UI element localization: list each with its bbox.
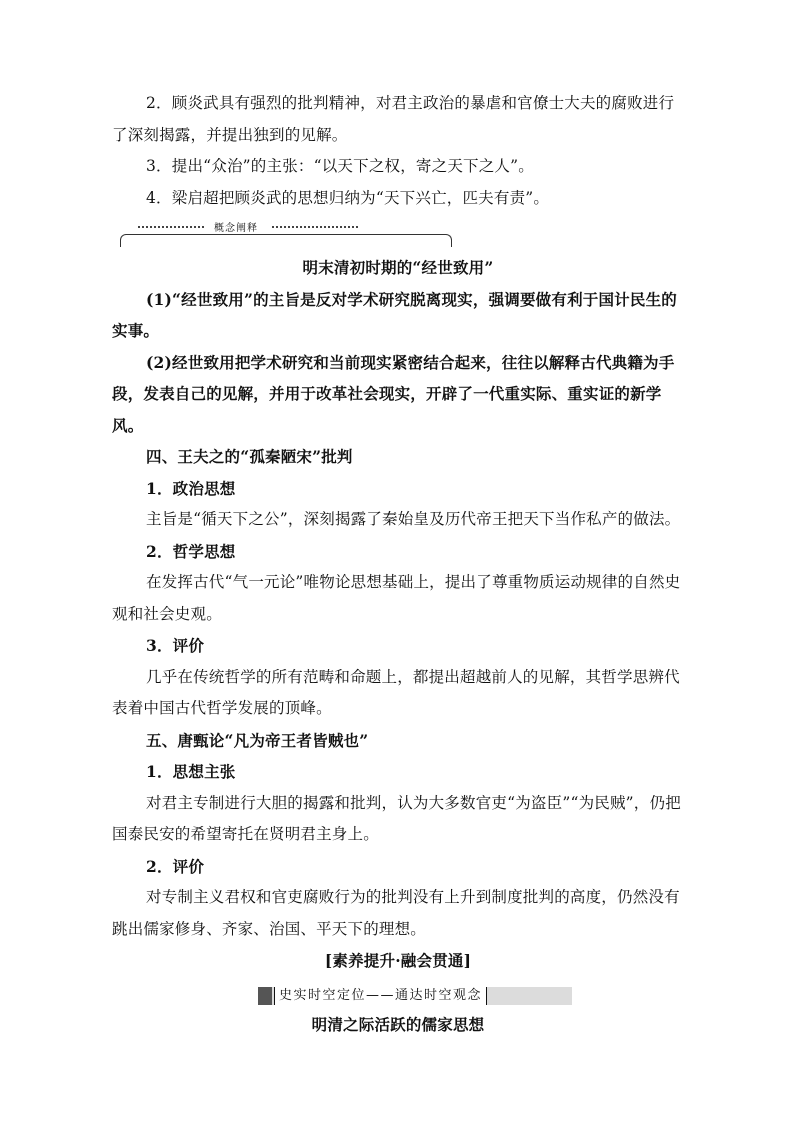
tang-heading: 五、唐甄论“凡为帝王者皆贼也” <box>146 730 369 750</box>
wang-s3-text: 几乎在传统哲学的所有范畴和命题上，都提出超越前人的见解，其哲学思辨代表着中国古代哲学发展的顶峰。 <box>112 667 680 717</box>
tang-s1-text: 对君主专制进行大胆的揭露和批判，认为大多数官吏“为盗臣”“为民贼”，仍把国泰民安的希望寄托在贤明君主身上。 <box>112 793 681 843</box>
concept-bar <box>112 220 684 244</box>
section-title: [素养提升·融会贯通] <box>324 951 472 970</box>
page-content <box>112 88 684 1040</box>
wang-s3-title: 3．评价 <box>146 636 205 655</box>
gu-point-3: 3．提出“众治”的主张：“以天下之权，寄之天下之人”。 <box>146 157 534 175</box>
concept-dots-right <box>272 226 358 229</box>
wang-s2-text: 在发挥古代“气一元论”唯物论思想基础上，提出了尊重物质运动规律的自然史观和社会史观。 <box>112 573 681 623</box>
tang-s2-title: 2．评价 <box>146 856 205 876</box>
gu-point-2: 2．顾炎武具有强烈的批判精神，对君主政治的暴虐和官僚士大夫的腐败进行了深刻揭露，并提出独到的见解。 <box>112 94 675 144</box>
wang-heading: 四、王夫之的“孤秦陋宋”批判 <box>146 447 353 466</box>
wang-s2-title: 2．哲学思想 <box>146 541 236 561</box>
wang-s1-title: 1．政治思想 <box>146 478 236 498</box>
concept-point-1: (1)“经世致用”的主旨是反对学术研究脱离现实，强调要做有利于国计民生的实事。 <box>112 289 677 340</box>
tang-s1-title: 1．思想主张 <box>146 762 236 781</box>
section-subtitle: 明清之际活跃的儒家思想 <box>311 1014 485 1034</box>
gu-point-4: 4．梁启超把顾炎武的思想归纳为“天下兴亡，匹夫有责”。 <box>146 188 550 207</box>
concept-label: 概念阐释 <box>210 219 262 234</box>
banner-square <box>258 987 272 1005</box>
concept-dots-left <box>138 226 204 229</box>
section-banner <box>258 987 572 1005</box>
concept-point-2: (2)经世致用把学术研究和当前现实紧密结合起来，往往以解释古代典籍为手段，发表自己的见解，并用于改革社会现实，开辟了一代重实际、重实证的新学风。 <box>112 352 675 435</box>
tang-s2-text: 对专制主义君权和官吏腐败行为的批判没有上升到制度批判的高度，仍然没有跳出儒家修身、齐家、治国、平天下的理想。 <box>112 888 680 938</box>
concept-bracket <box>120 234 452 247</box>
banner-text: 史实时空定位——通达时空观念 <box>274 987 487 1005</box>
concept-title: 明末清初时期的“经世致用” <box>302 258 494 277</box>
wang-s1-text: 主旨是“循天下之公”，深刻揭露了秦始皇及历代帝王把天下当作私产的做法。 <box>146 510 681 528</box>
